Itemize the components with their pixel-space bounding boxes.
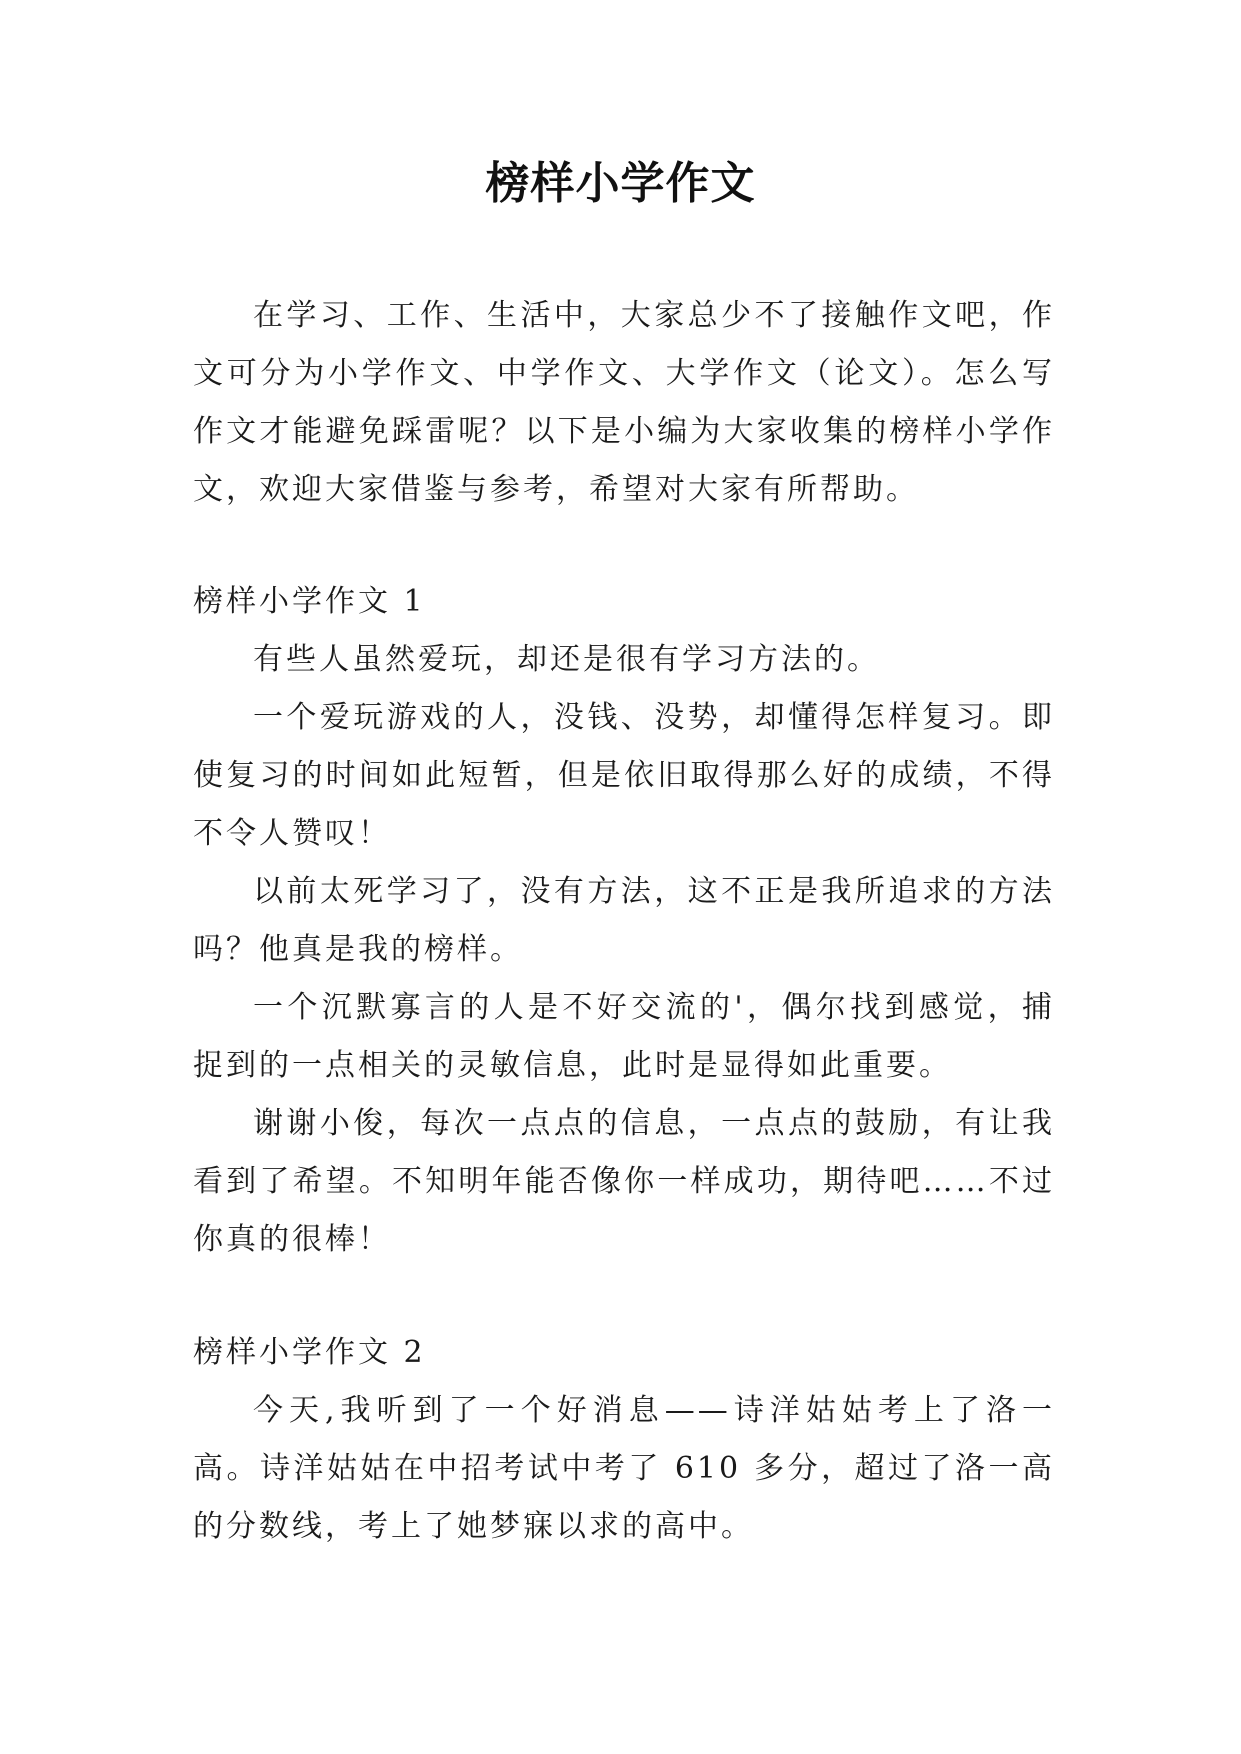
intro-paragraph: 在学习、工作、生活中，大家总少不了接触作文吧，作文可分为小学作文、中学作文、大学作文（论文）。怎么写作文才能避免踩雷呢？以下是小编为大家收集的榜样小学作文，欢迎大家借鉴与参考，希望对大家有所帮助。 (193, 298, 1055, 507)
section-paragraph: 谢谢小俊，每次一点点的信息，一点点的鼓励，有让我看到了希望。不知明年能否像你一样成功，期待吧……不过你真的很棒！ (193, 1106, 1055, 1257)
section-paragraph: 今天,我听到了一个好消息——诗洋姑姑考上了洛一高。诗洋姑姑在中招考试中考了 610 多分，超过了洛一高的分数线，考上了她梦寐以求的高中。 (193, 1393, 1055, 1544)
section-spacer (193, 1269, 1055, 1324)
document-body (193, 287, 1055, 1556)
section-heading: 榜样小学作文 1 (193, 584, 426, 619)
section-paragraph: 以前太死学习了，没有方法，这不正是我所追求的方法吗？他真是我的榜样。 (193, 874, 1055, 967)
document-title: 榜样小学作文 (485, 158, 756, 209)
section-heading: 榜样小学作文 2 (193, 1335, 426, 1370)
essay-section-1 (193, 573, 1055, 1269)
section-paragraph: 有些人虽然爱玩，却还是很有学习方法的。 (253, 642, 880, 677)
section-paragraph: 一个爱玩游戏的人，没钱、没势，却懂得怎样复习。即使复习的时间如此短暂，但是依旧取得那么好的成绩，不得不令人赞叹！ (193, 700, 1055, 851)
essay-section-2 (193, 1324, 1055, 1556)
section-spacer (193, 519, 1055, 573)
section-paragraph: 一个沉默寡言的人是不好交流的'，偶尔找到感觉，捕捉到的一点相关的灵敏信息，此时是显得如此重要。 (193, 990, 1055, 1083)
